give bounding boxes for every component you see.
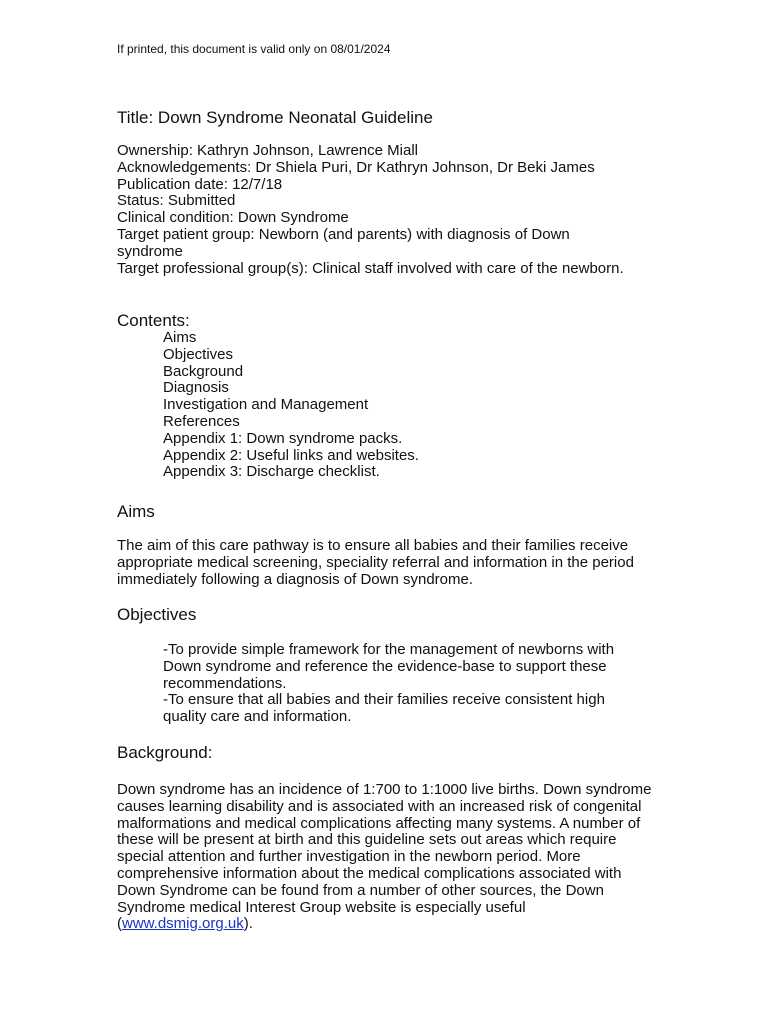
document-metadata	[117, 143, 657, 277]
contents-item: Appendix 3: Discharge checklist.	[163, 463, 380, 481]
document-title: Title: Down Syndrome Neonatal Guideline	[117, 108, 433, 127]
acknowledgements-line: Acknowledgements: Dr Shiela Puri, Dr Kathryn Johnson, Dr Beki James	[117, 158, 595, 176]
publication-date-line: Publication date: 12/7/18	[117, 175, 283, 193]
status-line: Status: Submitted	[117, 192, 236, 210]
contents-item: Aims	[163, 329, 197, 346]
background-paragraph	[117, 782, 657, 933]
objectives-heading: Objectives	[117, 605, 197, 624]
background-heading: Background:	[117, 743, 213, 762]
background-text-end: ).	[243, 915, 253, 933]
target-professional-group-line: Target professional group(s): Clinical staff involved with care of the newborn.	[117, 259, 624, 277]
contents-item: Objectives	[163, 345, 234, 363]
aims-paragraph: The aim of this care pathway is to ensure all babies and their families receive appropriate medical screening, speciality referral and information in the period immediately following a diagnosis of Down syndrome.	[117, 537, 634, 588]
contents-item: Diagnosis	[163, 379, 229, 397]
clinical-condition-line: Clinical condition: Down Syndrome	[117, 209, 349, 227]
objectives-list	[163, 642, 643, 726]
contents-heading: Contents:	[117, 311, 190, 330]
print-validity-note: If printed, this document is valid only on 08/01/2024	[117, 42, 391, 56]
objective-item: -To provide simple framework for the management of newborns with Down syndrome and reference the evidence-base to support these recommendations.	[163, 641, 615, 692]
background-text: Down syndrome has an incidence of 1:700 to 1:1000 live births. Down syndrome causes learning disability and is associated with an increased risk of congenital malformations and medical complications affecting many systems. A number of these will be present at birth and this guideline sets out areas which require special attention and further investigation in the newborn period. More comprehensive information about the medical complications associated with Down Syndrome can be found from a number of other sources, the Down Syndrome medical Interest Group website is especially useful (	[117, 781, 652, 933]
dsmig-website-link[interactable]: www.dsmig.org.uk	[122, 915, 244, 933]
contents-item: Appendix 2: Useful links and websites.	[163, 446, 419, 464]
aims-heading: Aims	[117, 502, 155, 521]
contents-item: Investigation and Management	[163, 396, 369, 414]
ownership-line: Ownership: Kathryn Johnson, Lawrence Miall	[117, 142, 418, 159]
target-patient-group-line: Target patient group: Newborn (and parents) with diagnosis of Down syndrome	[117, 225, 570, 260]
objective-item: -To ensure that all babies and their families receive consistent high quality care and information.	[163, 691, 605, 726]
contents-item: Appendix 1: Down syndrome packs.	[163, 429, 403, 447]
contents-item: Background	[163, 362, 244, 380]
contents-list	[163, 330, 419, 481]
contents-item: References	[163, 412, 240, 430]
